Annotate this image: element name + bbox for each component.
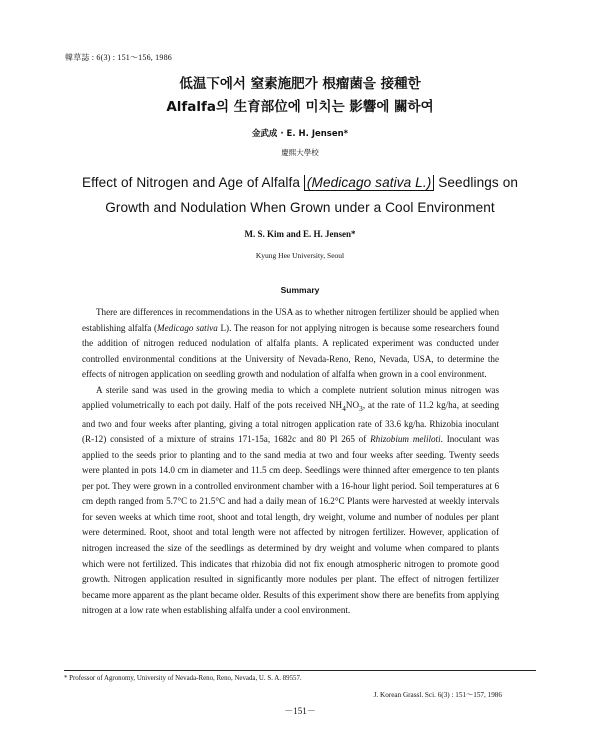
journal-header-reference: 韓草誌 : 6(3) : 151～156, 1986 <box>65 53 172 62</box>
summary-heading: Summary <box>280 285 320 295</box>
english-authors: M. S. Kim and E. H. Jensen* <box>244 229 356 239</box>
korean-title-line-1: 低温下에서 窒素施肥가 根瘤菌을 接種한 <box>179 76 421 92</box>
journal-citation: J. Korean Grassl. Sci. 6(3) : 151～157, 1986 <box>373 691 502 699</box>
korean-authors: 金武成 · E. H. Jensen* <box>251 129 349 139</box>
korean-title-line-2: Alfalfa의 生育部位에 미치는 影響에 關하여 <box>166 99 434 115</box>
english-title-line-2: Growth and Nodulation When Grown under a Cool Environment <box>105 200 495 215</box>
footnote-divider <box>64 670 536 671</box>
english-affiliation: Kyung Hee University, Seoul <box>255 251 345 260</box>
title-text-before: Effect of Nitrogen and Age of Alfalfa <box>81 175 301 190</box>
title-text-after: Seedlings on <box>438 175 519 190</box>
summary-body <box>82 305 499 619</box>
author-footnote: * Professor of Agronomy, University of Nevada-Reno, Reno, Nevada, U. S. A. 89557. <box>64 675 302 682</box>
title-scientific-name: (Medicago sativa L.) <box>304 175 434 191</box>
english-title-line-1 <box>0 175 600 190</box>
summary-paragraph-2: A sterile sand was used in the growing media to which a complete nutrient solution minus nitrogen was applied volumetrically to each pot daily. Half of the pots received $NH_4NO_3$, at the rate of 11.2 kg/ha, at seeding and two and four weeks after planting, giving a total nitrogen application rate of 33.6 kg/ha. Rhizobia inoculant (R-12) consisted of a mixture of strains 171-15a, 1682c and 80 Pl 265 of Rhizobium meliloti. Inoculant was applied to the seeds prior to planting and to the sand media at two and four weeks after seeding. Twenty seeds were planted in pots 14.0 cm in diameter and 11.5 cm deep. Seedlings were thinned after emergence to ten plants per pot. They were grown in a controlled environment chamber with a 16-hour light period. Soil temperatures at 6 cm depth ranged from 5.7°C to 21.5°C and had a daily mean of 16.2°C Plants were harvested at weekly intervals for seven weeks at which time root, shoot and total length, dry weight, volume and number of nodules per plant were determined. Root, shoot and total length were not affected by nitrogen fertilizer. However, application of nitrogen increased the size of the seedlings as determined by dry weight and volume when compared to plants which were not fertilized. This indicates that rhizobia did not fix enough atmospheric nitrogen to promote good growth. Nitrogen application resulted in significantly more nodules per plant. The effect of nitrogen fertilizer became more apparent as the plant became older. Results of this experiment show there are benefits from applying nitrogen at a low rate when establishing alfalfa under a cool environment. <box>82 384 500 616</box>
korean-affiliation: 慶熙大學校 <box>281 148 319 157</box>
page-number: －151－ <box>284 706 316 716</box>
summary-paragraph-1: There are differences in recommendations in the USA as to whether nitrogen fertilizer should be applied when establishing alfalfa (Medicago sativa L). The reason for not applying nitrogen is because some researchers found the addition of nitrogen reduced nodulation of alfalfa plants. A replicated experiment was conducted under controlled environmental conditions at the University of Nevada-Reno, Reno, Nevada, USA, to determine the effects of nitrogen application on seedling growth and nodulation of alfalfa when grown in a cool environment. <box>82 307 499 380</box>
